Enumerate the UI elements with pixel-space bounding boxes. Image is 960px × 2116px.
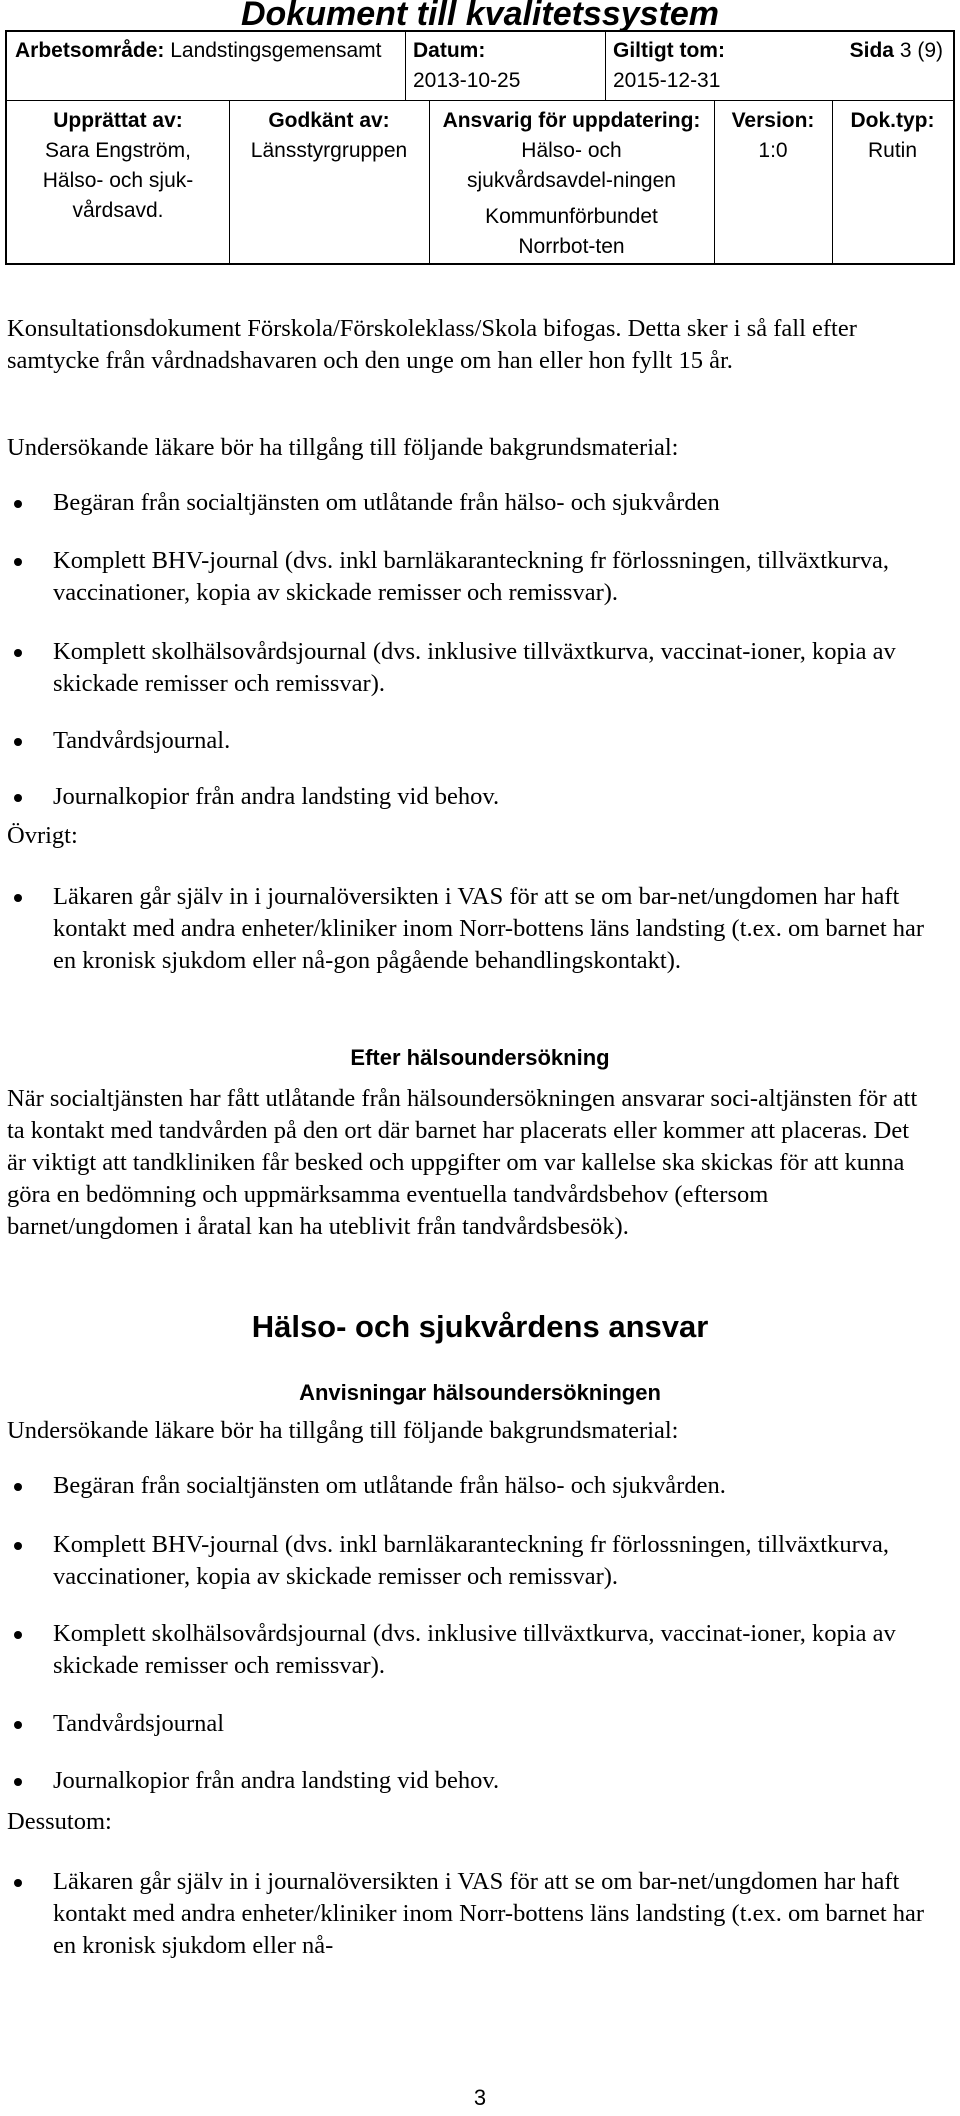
document-page: Dokument till kvalitetssystem Arbetsområde: Landstingsgemensamt Datum: 2013-10-25 Giltigt tom: 2015-12-31 Sida 3 (9) Upprättat av: Sara Engström, Hälso- och sjuk-vårdsavd. Godkänt av: Länsstyrgruppen Ansvarig för uppdatering: Hälso- och sjukvårdsavdel-ningen Kommunförbundet Norrbot-ten Version: 1:0 Dok.typ: Rutin Konsultationsdokument Förskola/Förskoleklass/Skola bifogas. Detta sker i så fall efter samtycke från vårdnadshavaren och den unge om han eller hon fyllt 15 år. Undersökande läkare bör ha tillgång till följande bakgrundsmaterial: Begäran från socialtjänsten om utlåtande från hälso- och sjukvården Komplett BHV-journal (dvs. inkl barnläkaranteckning fr förlossningen, tillväxtkurva, vaccinationer, kopia av skickade remisser och remissvar). Komplett skolhälsovårdsjournal (dvs. inklusive tillväxtkurva, vaccinat-ioner, kopia av skickade remisser och remissvar). Tandvårdsjournal. Journalkopior från andra landsting vid behov. Övrigt: Läkaren går själv in i journalöversikten i VAS för att se om bar-net/ungdomen har haft kontakt med andra enheter/kliniker inom Norr-bottens läns landsting (t.ex. om barnet har en kronisk sjukdom eller nå-gon pågående behandlingskontakt). Efter hälsoundersökning När socialtjänsten har fått utlåtande från hälsoundersökningen ansvarar soci-altjänsten för att ta kontakt med tandvården på den ort där barnet har placerats eller kommer att placeras. Det är viktigt att tandkliniken får besked och uppgifter om var kallelse ska skickas för att kunna göra en bedömning och uppmärksamma eventuella tandvårdsbehov (eftersom barnet/ungdomen i åratal kan ha uteblivit från tandvårdsbesök). Hälso- och sjukvårdens ansvar Anvisningar hälsoundersökningen Undersökande läkare bör ha tillgång till följande bakgrundsmaterial: Begäran från socialtjänsten om utlåtande från hälso- och sjukvården. Komplett BHV-journal (dvs. inkl barnläkaranteckning fr förlossningen, tillväxtkurva, vaccinationer, kopia av skickade remisser och remissvar). Komplett skolhälsovårdsjournal (dvs. inklusive tillväxtkurva, vaccinat-ioner, kopia av skickade remisser och remissvar). Tandvårdsjournal Journalkopior från andra landsting vid behov. Dessutom: Läkaren går själv in i journalöversikten i VAS för att se om bar-net/ungdomen har haft kontakt med andra enheter/kliniker inom Norr-bottens läns landsting (t.ex. om barnet har en kronisk sjukdom eller nå- 3 <box>0 0 960 2116</box>
bullet-icon <box>14 794 22 802</box>
page-cell <box>835 32 955 66</box>
bullet-icon <box>14 500 22 508</box>
bullet-icon <box>14 738 22 746</box>
area-label: Arbetsområde: <box>15 39 165 62</box>
paragraph-after-exam: När socialtjänsten har fått utlåtande från hälsoundersökningen ansvarar soci-altjänsten för att ta kontakt med tandvården på den ort där barnet har placerats eller kommer att placeras. Det är viktigt att tandkliniken får besked och uppgifter om var kallelse ska skickas för att kunna göra en bedömning och uppmärksamma eventuella tandvårdsbehov (eftersom barnet/ungdomen i åratal kan ha uteblivit från tandvårdsbesök). <box>7 1085 918 1240</box>
paragraph-background-intro: Undersökande läkare bör ha tillgång till följande bakgrundsmaterial: <box>7 434 679 461</box>
bullet-icon <box>14 1631 22 1639</box>
approved-label: Godkänt av: <box>268 109 390 132</box>
area-value: Landstingsgemensamt <box>170 39 382 62</box>
valid-cell <box>605 32 835 96</box>
page-label: Sida <box>849 39 894 62</box>
page-number: 3 <box>473 2085 487 2110</box>
after-exam-heading: Efter hälsoundersökning <box>350 1045 610 1070</box>
date-label: Datum: <box>413 39 486 62</box>
version-cell <box>714 100 832 166</box>
doctype-cell <box>832 100 953 166</box>
header-row-1 <box>7 32 953 101</box>
version-value: 1:0 <box>758 139 788 162</box>
paragraph-consultation: Konsultationsdokument Förskola/Förskoleklass/Skola bifogas. Detta sker i så fall efter samtycke från vårdnadshavaren och den unge om han eller hon fyllt 15 år. <box>7 315 857 374</box>
approved-value: Länsstyrgruppen <box>250 139 408 162</box>
header-row-2 <box>7 100 953 265</box>
sub-heading: Anvisningar hälsoundersökningen <box>299 1380 661 1405</box>
created-cell <box>7 100 229 226</box>
doctype-value: Rutin <box>867 139 918 162</box>
bullet-icon <box>14 1542 22 1550</box>
bullet-icon <box>14 1483 22 1491</box>
doctype-label: Dok.typ: <box>850 109 935 132</box>
dessutom-label: Dessutom: <box>7 1808 112 1835</box>
responsible-value-1: Hälso- och sjukvårdsavdel-ningen <box>467 139 676 192</box>
bullet-icon <box>14 1879 22 1887</box>
section-heading: Hälso- och sjukvårdens ansvar <box>251 1309 709 1344</box>
page-value: 3 (9) <box>899 39 943 62</box>
date-cell <box>405 32 605 96</box>
header-table <box>5 30 955 265</box>
date-value: 2013-10-25 <box>413 69 521 92</box>
bullet-icon <box>14 894 22 902</box>
approved-cell <box>229 100 429 166</box>
paragraph-background-intro-2: Undersökande läkare bör ha tillgång till följande bakgrundsmaterial: <box>7 1417 679 1444</box>
responsible-value-2: Kommunförbundet Norrbot-ten <box>485 205 658 258</box>
area-cell <box>7 32 405 66</box>
valid-value: 2015-12-31 <box>613 69 721 92</box>
created-value: Sara Engström, Hälso- och sjuk-vårdsavd. <box>42 139 194 222</box>
ovrigt-label: Övrigt: <box>7 822 78 849</box>
created-label: Upprättat av: <box>53 109 183 132</box>
document-title: Dokument till kvalitetssystem <box>240 0 720 33</box>
bullet-icon <box>14 558 22 566</box>
bullet-icon <box>14 649 22 657</box>
responsible-label: Ansvarig för uppdatering: <box>442 109 701 132</box>
version-label: Version: <box>731 109 815 132</box>
responsible-cell <box>429 100 714 262</box>
valid-label: Giltigt tom: <box>613 39 725 62</box>
bullet-icon <box>14 1721 22 1729</box>
bullet-icon <box>14 1778 22 1786</box>
